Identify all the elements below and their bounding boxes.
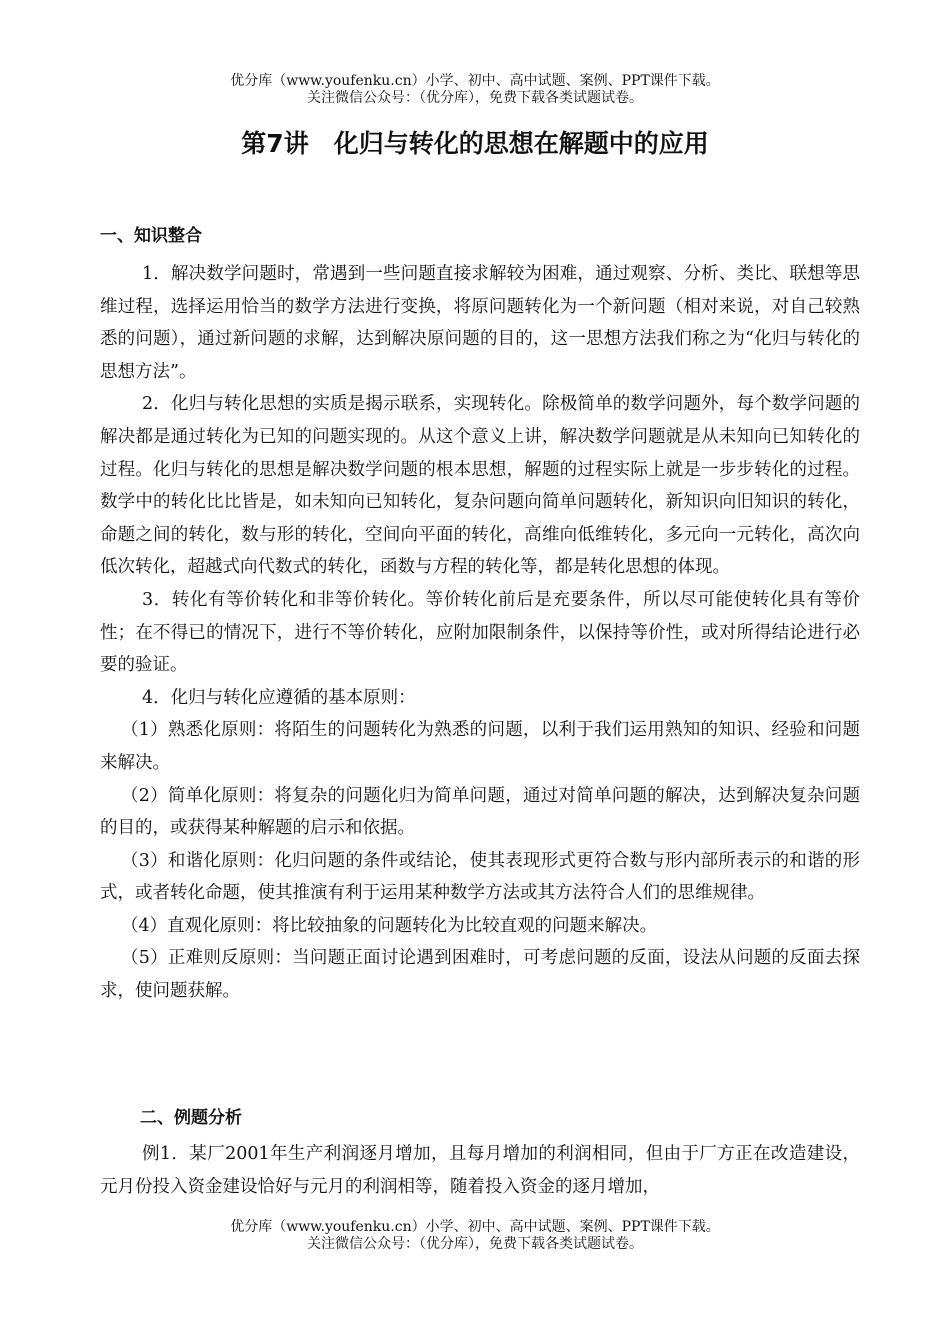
page-header (0, 73, 950, 107)
paragraph-3: 3．转化有等价转化和非等价转化。等价转化前后是充要条件，所以尽可能使转化具有等价性；在不得已的情况下，进行不等价转化，应附加限制条件，以保持等价性，或对所得结论进行必要的验证。 (100, 589, 860, 676)
footer-line-2: 关注微信公众号：（优分库），免费下载各类试题试卷。 (307, 1236, 643, 1252)
principle-2: （2）简单化原则：将复杂的问题化归为简单问题，通过对简单问题的解决，达到解决复杂问题的目的，或获得某种解题的启示和依据。 (100, 785, 860, 839)
section-heading-examples: 二、例题分析 (140, 1108, 242, 1128)
page-footer (0, 1219, 950, 1253)
paragraph-4: 4．化归与转化应遵循的基本原则： (142, 687, 416, 708)
header-line-1: 优分库（www.youfenku.cn）小学、初中、高中试题、案例、PPT课件下载。 (230, 73, 720, 89)
header-line-2: 关注微信公众号：（优分库），免费下载各类试题试卷。 (307, 90, 643, 106)
principle-1: （1）熟悉化原则：将陌生的问题转化为熟悉的问题，以利于我们运用熟知的知识、经验和问题来解决。 (100, 720, 860, 773)
principle-5: （5）正难则反原则：当问题正面讨论遇到困难时，可考虑问题的反面，设法从问题的反面去探求，使问题获解。 (100, 948, 860, 1002)
section-heading-knowledge: 一、知识整合 (100, 226, 202, 246)
paragraph-2: 2．化归与转化思想的实质是揭示联系，实现转化。除极简单的数学问题外，每个数学问题的解决都是通过转化为已知的问题实现的。从这个意义上讲，解决数学问题就是从未知向已知转化的过程。化归与转化的思想是解决数学问题的根本思想，解题的过程实际上就是一步步转化的过程。数学中的转化比比皆是，如未知向已知转化，复杂问题向简单问题转化，新知识向旧知识的转化，命题之间的转化，数与形的转化，空间向平面的转化，高维向低维转化，多元向一元转化，高次向低次转化，超越式向代数式的转化，函数与方程的转化等，都是转化思想的体现。 (100, 394, 860, 578)
principle-3: （3）和谐化原则：化归问题的条件或结论，使其表现形式更符合数与形内部所表示的和谐的形式，或者转化命题，使其推演有利于运用某种数学方法或其方法符合人们的思维规律。 (100, 850, 860, 904)
principle-4: （4）直观化原则：将比较抽象的问题转化为比较直观的问题来解决。 (121, 915, 658, 936)
lecture-title: 第7讲 化归与转化的思想在解题中的应用 (241, 129, 709, 158)
knowledge-section-body (100, 258, 860, 1008)
example-section-body (100, 1138, 860, 1203)
paragraph-1: 1．解决数学问题时，常遇到一些问题直接求解较为困难，通过观察、分析、类比、联想等思维过程，选择运用恰当的数学方法进行变换，将原问题转化为一个新问题（相对来说，对自己较熟悉的问题），通过新问题的求解，达到解决原问题的目的，这一思想方法我们称之为“化归与转化的思想方法”。 (100, 264, 860, 382)
example-1: 例1．某厂2001年生产利润逐月增加，且每月增加的利润相同，但由于厂方正在改造建设，元月份投入资金建设恰好与元月的利润相等，随着投入资金的逐月增加， (100, 1144, 860, 1197)
footer-line-1: 优分库（www.youfenku.cn）小学、初中、高中试题、案例、PPT课件下载。 (230, 1219, 720, 1235)
